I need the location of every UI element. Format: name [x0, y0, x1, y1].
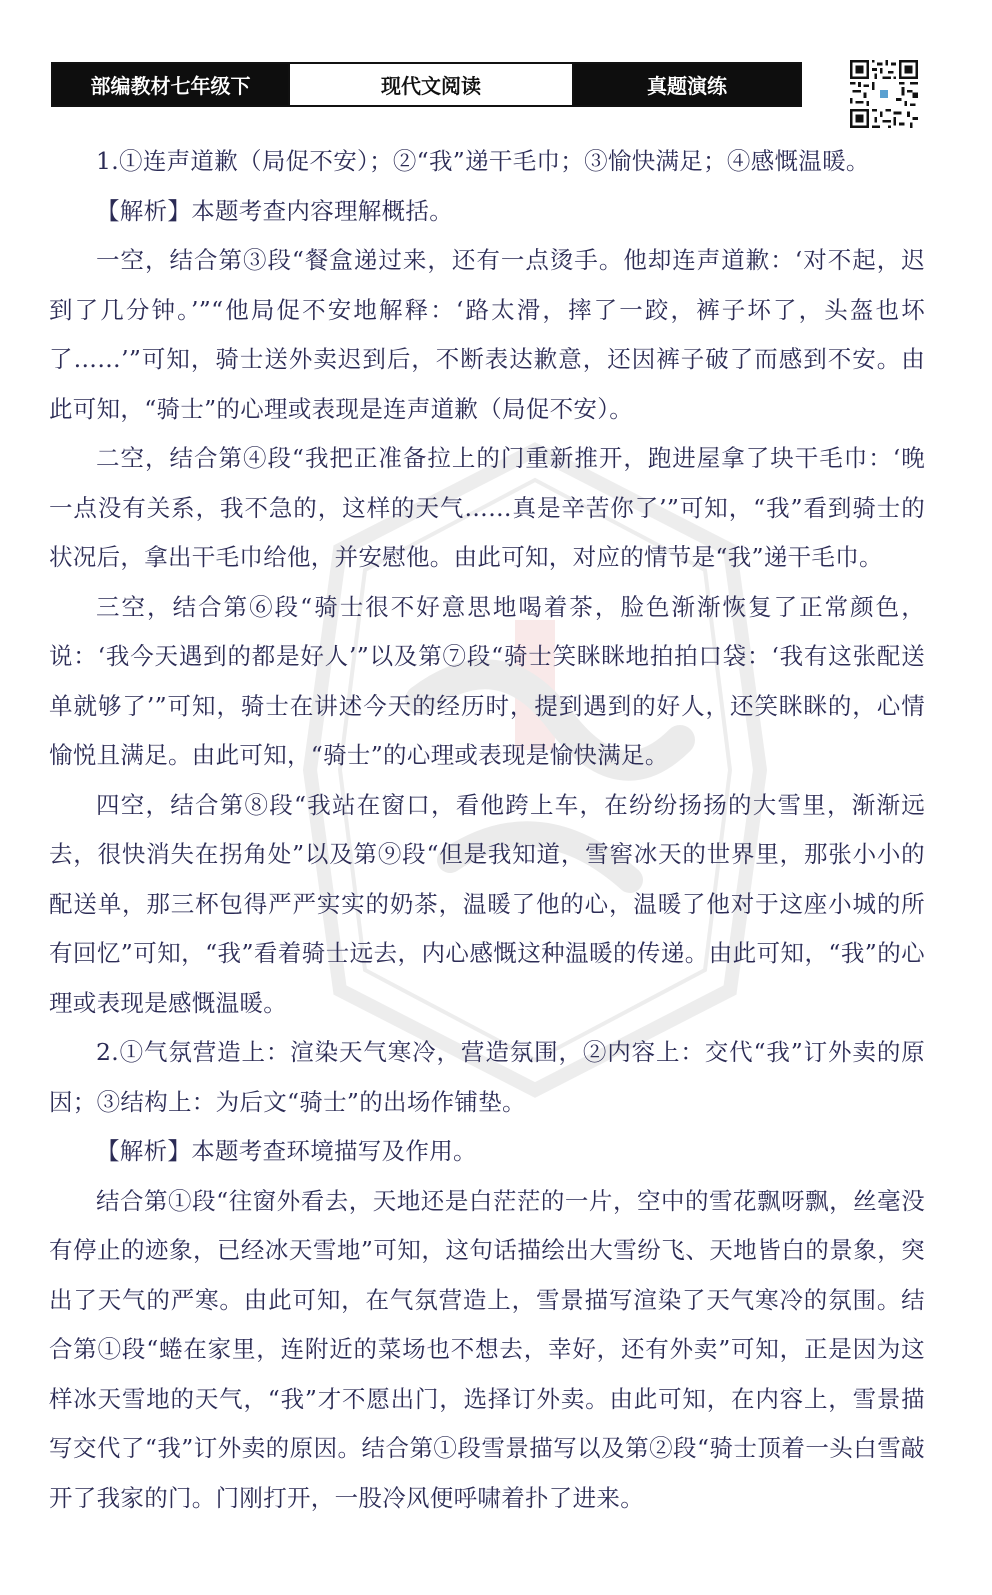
analysis-paragraph-4: 四空，结合第⑧段“我站在窗口，看他跨上车，在纷纷扬扬的大雪里，渐渐远去，很快消失在拐角处”以及第⑨段“但是我知道，雪窖冰天的世界里，那张小小的配送单，那三杯包得严严实实的奶茶，温暖了他的心，温暖了他对于这座小城的所有回忆”可知，“我”看着骑士远去，内心感慨这种温暖的传递。由此可知，“我”的心理或表现是感慨温暖。: [49, 790, 925, 1017]
header-practice-label: 真题演练: [574, 64, 800, 105]
answer-2: 2.①气氛营造上：渲染天气寒冷，营造氛围，②内容上：交代“我”订外卖的原因；③结构上：为后文“骑士”的出场作铺垫。: [49, 1038, 925, 1116]
analysis-paragraph-3: 三空，结合第⑥段“骑士很不好意思地喝着茶，脸色渐渐恢复了正常颜色，说：‘我今天遇到的都是好人’”以及第⑦段“骑士笑眯眯地拍拍口袋：‘我有这张配送单就够了’”可知，骑士在讲述今天的经历时，提到遇到的好人，还笑眯眯的，心情愉悦且满足。由此可知，“骑士”的心理或表现是愉快满足。: [49, 592, 925, 769]
answer-1: 1.①连声道歉（局促不安）；②“我”递干毛巾；③愉快满足；④感慨温暖。: [96, 147, 870, 175]
analysis-paragraph-5: 结合第①段“往窗外看去，天地还是白茫茫的一片，空中的雪花飘呀飘，丝毫没有停止的迹象，已经冰天雪地”可知，这句话描绘出大雪纷飞、天地皆白的景象，突出了天气的严寒。由此可知，在气氛营造上，雪景描写渲染了天气寒冷的氛围。结合第①段“蜷在家里，连附近的菜场也不想去，幸好，还有外卖”可知，正是因为这样冰天雪地的天气，“我”才不愿出门，选择订外卖。由此可知，在内容上，雪景描写交代了“我”订外卖的原因。结合第①段雪景描写以及第②段“骑士顶着一头白雪敲开了我家的门。门刚打开，一股冷风便呼啸着扑了进来。: [49, 1186, 925, 1512]
header-section-title: 现代文阅读: [288, 64, 574, 105]
header-bar: [51, 62, 802, 107]
analysis-paragraph-1: 一空，结合第③段“餐盒递过来，还有一点烫手。他却连声道歉：‘对不起，迟到了几分钟。’”“他局促不安地解释：‘路太滑，摔了一跤，裤子坏了，头盔也坏了……’”可知，骑士送外卖迟到后，不断表达歉意，还因裤子破了而感到不安。由此可知，“骑士”的心理或表现是连声道歉（局促不安）。: [49, 246, 925, 423]
qr-code-icon: [850, 60, 918, 128]
analysis-label-1: 【解析】本题考查内容理解概括。: [96, 196, 453, 225]
analysis-label-2: 【解析】本题考查环境描写及作用。: [96, 1137, 477, 1165]
header-grade-label: 部编教材七年级下: [53, 64, 288, 105]
answer-content: [49, 137, 925, 1523]
analysis-paragraph-2: 二空，结合第④段“我把正准备拉上的门重新推开，跑进屋拿了块干毛巾：‘晚一点没有关系，我不急的，这样的天气……真是辛苦你了’”可知，“我”看到骑士的状况后，拿出干毛巾给他，并安慰他。由此可知，对应的情节是“我”递干毛巾。: [49, 444, 925, 571]
